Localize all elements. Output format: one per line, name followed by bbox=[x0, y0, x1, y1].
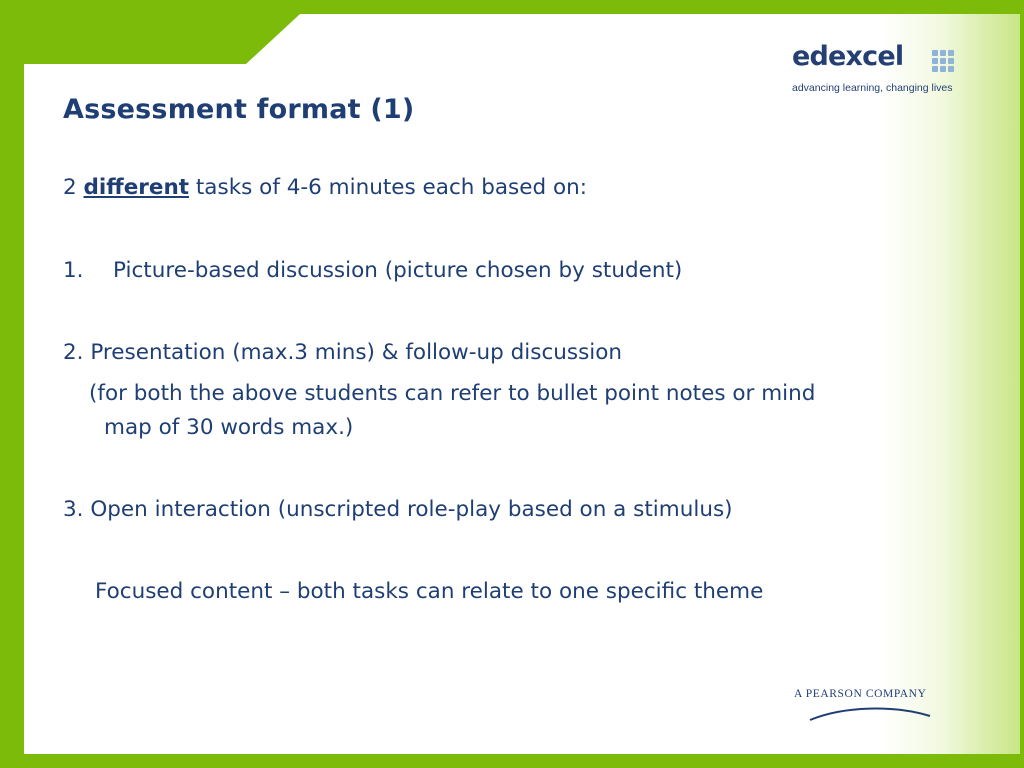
intro-prefix: 2 bbox=[63, 175, 84, 200]
intro-emphasis: different bbox=[83, 175, 190, 200]
list-item-2: 2. Presentation (max.3 mins) & follow-up discussion bbox=[63, 340, 623, 365]
swoosh-icon bbox=[808, 704, 932, 722]
list-item-1 bbox=[63, 255, 683, 287]
focus-statement: Focused content – both tasks can relate to one specific theme bbox=[95, 579, 764, 604]
pearson-branding bbox=[794, 688, 954, 724]
pearson-label: A PEARSON COMPANY bbox=[794, 688, 927, 700]
grid-icon bbox=[932, 50, 954, 76]
slide-title: Assessment format (1) bbox=[63, 94, 415, 125]
list-item-1-number: 1. bbox=[63, 258, 84, 283]
list-item-2-note-line-2: map of 30 words max.) bbox=[104, 415, 354, 440]
logo-wordmark: edexcel bbox=[792, 41, 904, 72]
list-item-3: 3. Open interaction (unscripted role-play based on a stimulus) bbox=[63, 497, 733, 522]
list-item-2-note-line-1: (for both the above students can refer to bullet point notes or mind bbox=[89, 381, 816, 406]
intro-suffix: tasks of 4-6 minutes each based on: bbox=[189, 175, 587, 200]
edexcel-logo bbox=[792, 41, 957, 97]
logo-tagline: advancing learning, changing lives bbox=[792, 82, 953, 94]
intro-line bbox=[63, 172, 587, 204]
list-item-1-text: Picture-based discussion (picture chosen by student) bbox=[113, 258, 683, 283]
